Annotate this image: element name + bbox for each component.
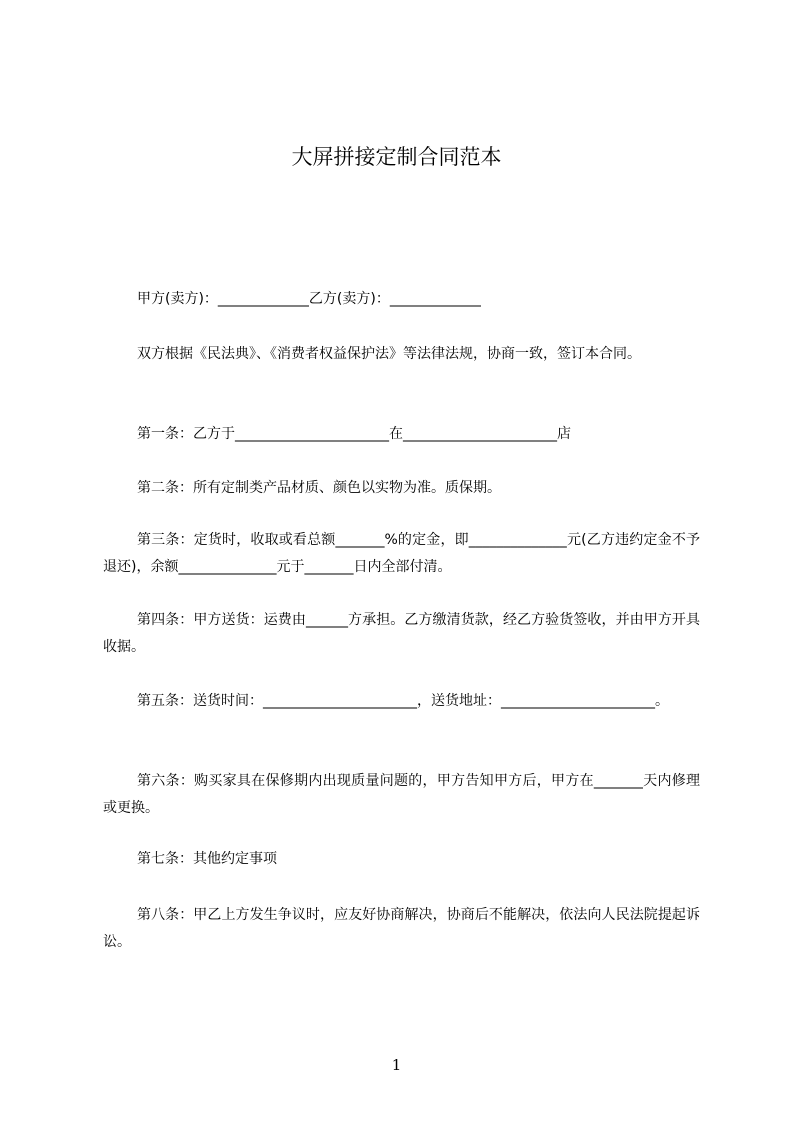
clause-4: 第四条：甲方送货：运费由______方承担。乙方缴清货款，经乙方验货签收，并由甲方开具收据。 [103, 612, 700, 655]
parties-line: 甲方(卖方)：_____________乙方(卖方)：_____________ [137, 291, 481, 307]
clause-2: 第二条：所有定制类产品材质、颜色以实物为准。质保期。 [137, 480, 501, 496]
document-title: 大屏拼接定制合同范本 [291, 145, 502, 169]
preamble-paragraph: 双方根据《民法典》、《消费者权益保护法》等法律法规，协商一致，签订本合同。 [137, 346, 641, 362]
clause-7: 第七条：其他约定事项 [137, 851, 277, 867]
clause-3: 第三条：定货时，收取或看总额_______%的定金，即______________元(乙方违约定金不予退还)，余额______________元于_______日内全部付清。 [103, 532, 700, 575]
clause-8: 第八条：甲乙上方发生争议时，应友好协商解决，协商后不能解决，依法向人民法院提起诉讼。 [103, 907, 700, 950]
clause-6: 第六条：购买家具在保修期内出现质量问题的，甲方告知甲方后，甲方在_______天内修理或更换。 [103, 773, 700, 816]
clause-5: 第五条：送货时间：______________________，送货地址：______________________。 [137, 693, 669, 709]
page-number: 1 [391, 1056, 402, 1074]
clause-1: 第一条：乙方于______________________在______________________店 [137, 426, 571, 442]
